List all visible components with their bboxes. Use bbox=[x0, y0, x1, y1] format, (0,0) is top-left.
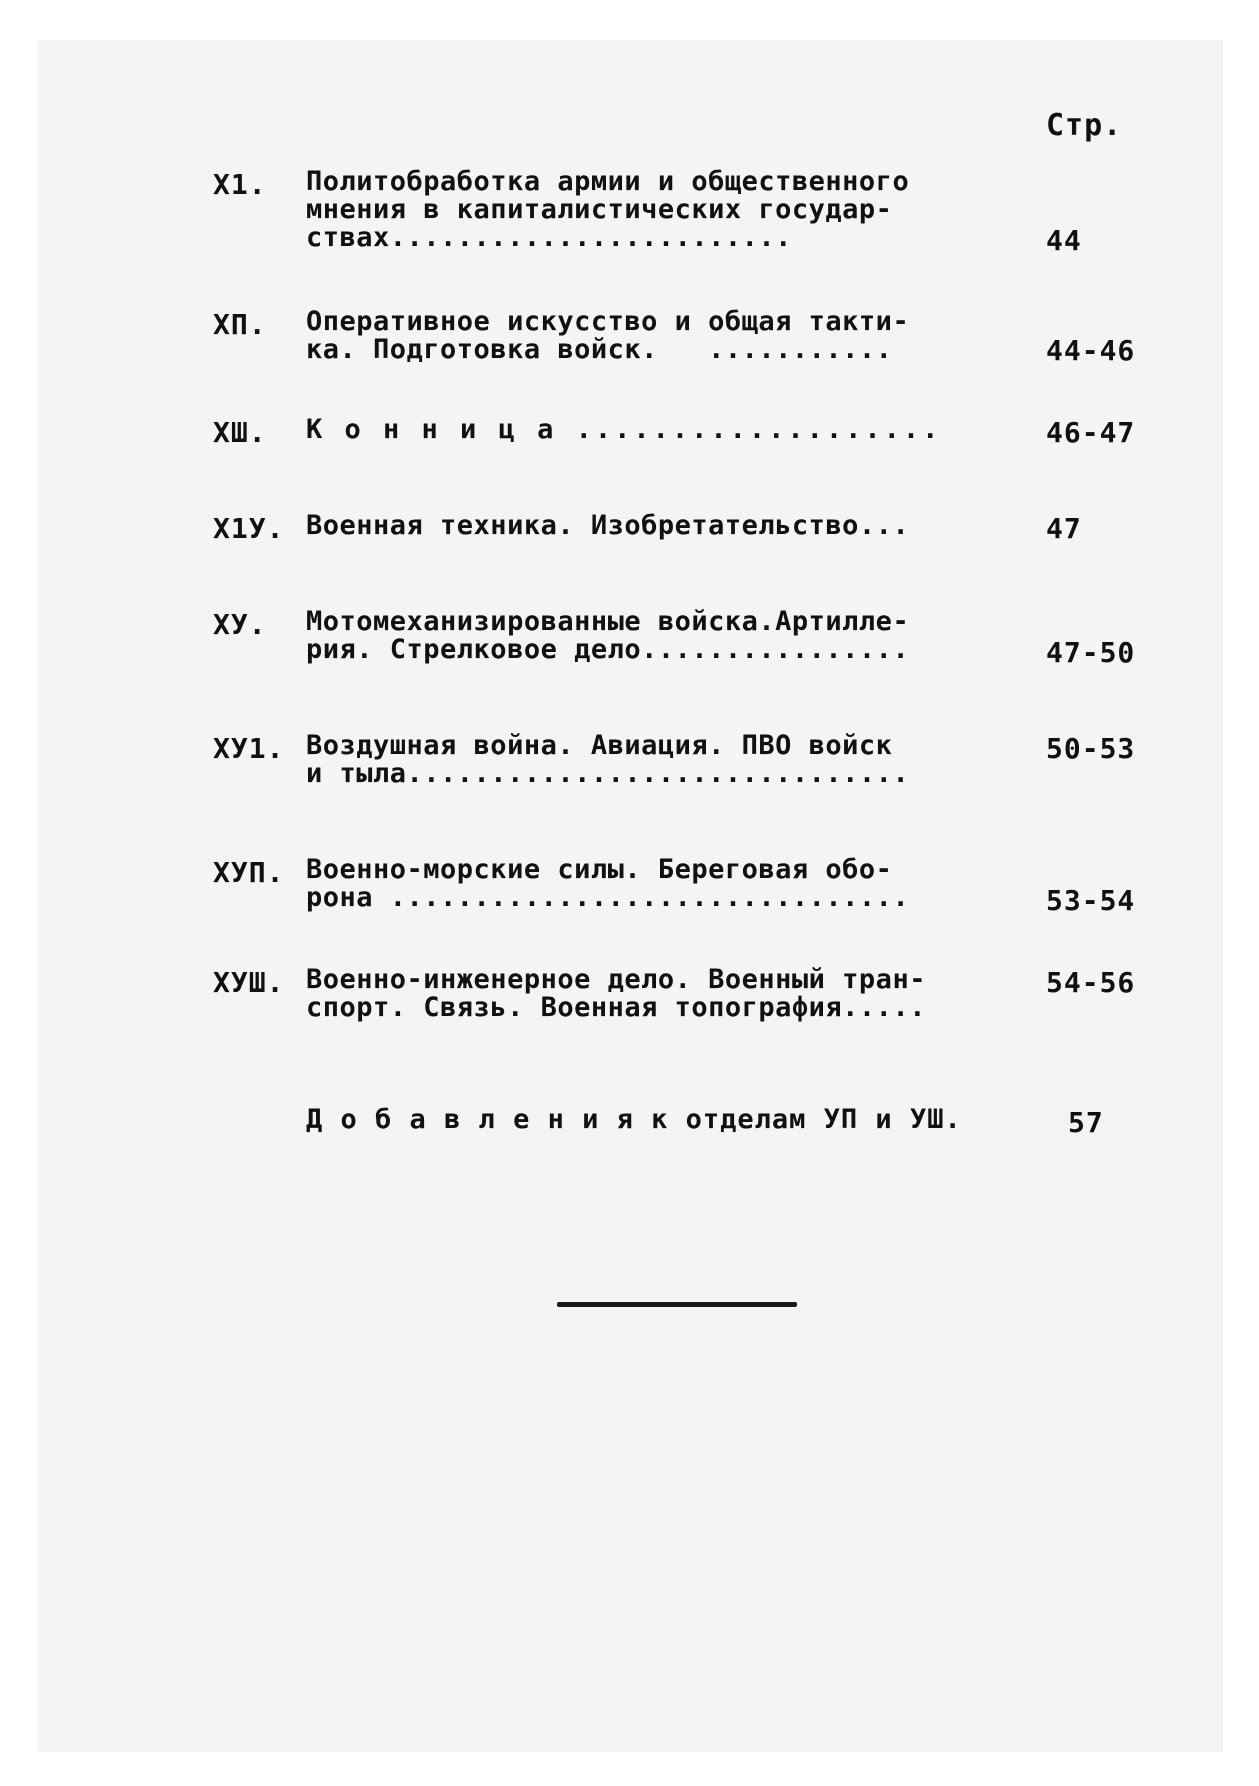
toc-entry-number: Х1У. bbox=[213, 512, 285, 545]
page-column-header: Стр. bbox=[1046, 108, 1123, 143]
toc-entry-pages: 57 bbox=[1068, 1106, 1104, 1139]
toc-entry-title: Д о б а в л е н и я к отделам УП и УШ. bbox=[306, 1104, 962, 1135]
toc-entry-pages: 54-56 bbox=[1046, 966, 1136, 999]
toc-entry-pages: 47 bbox=[1046, 512, 1082, 545]
closing-rule bbox=[557, 1302, 797, 1307]
toc-entry-title: Военно-морские силы. Береговая обо- рона ............................... bbox=[306, 854, 910, 913]
toc-entry-number: ХУШ. bbox=[213, 966, 285, 999]
toc-entry-pages: 53-54 bbox=[1046, 884, 1136, 917]
toc-entry-number: ХП. bbox=[213, 308, 267, 341]
toc-entry-number: ХШ. bbox=[213, 416, 267, 449]
toc-entry-pages: 50-53 bbox=[1046, 732, 1136, 765]
toc-entry-number: ХУ1. bbox=[213, 732, 285, 765]
toc-entry-title: Политобработка армии и общественного мнения в капиталистических государ- ствах........................ bbox=[306, 166, 910, 253]
toc-entry-number: ХУ. bbox=[213, 608, 267, 641]
toc-entry-title: Оперативное искусство и общая такти- ка. Подготовка войск. ........... bbox=[306, 306, 910, 365]
toc-entry-pages: 44 bbox=[1046, 224, 1082, 257]
toc-entry-number: ХУП. bbox=[213, 856, 285, 889]
toc-entry-number: Х1. bbox=[213, 168, 267, 201]
toc-entry-pages: 44-46 bbox=[1046, 334, 1136, 367]
toc-entry-title: К о н н и ц а ................... bbox=[306, 414, 942, 445]
toc-entry-title: Военно-инженерное дело. Военный тран- спорт. Связь. Военная топография..... bbox=[306, 964, 926, 1023]
toc-entry-pages: 46-47 bbox=[1046, 416, 1136, 449]
toc-entry-title: Мотомеханизированные войска.Артилле- рия. Стрелковое дело................ bbox=[306, 606, 910, 665]
toc-entry-title: Военная техника. Изобретательство... bbox=[306, 510, 910, 541]
toc-entry-pages: 47-50 bbox=[1046, 636, 1136, 669]
toc-entry-title: Воздушная война. Авиация. ПВО войск и тыла.............................. bbox=[306, 730, 910, 789]
